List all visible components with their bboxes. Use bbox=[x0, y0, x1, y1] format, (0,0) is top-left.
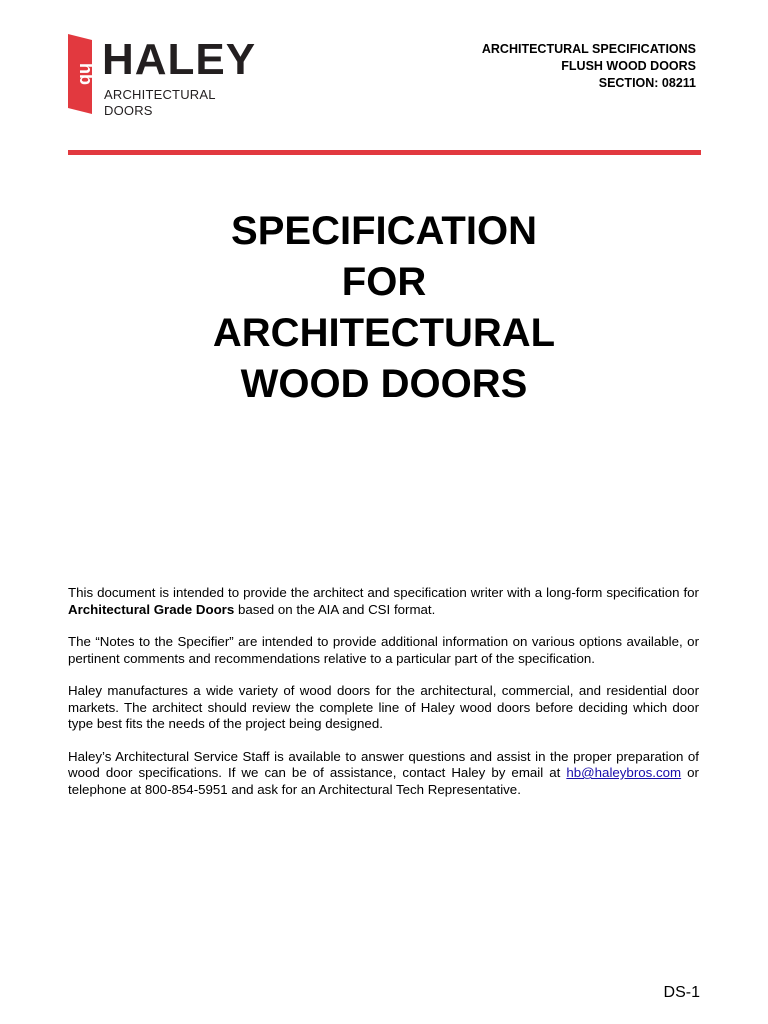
red-divider bbox=[68, 150, 701, 155]
notes-paragraph: The “Notes to the Specifier” are intended to provide additional information on various options available, or pertinent comments and recommendations relative to a particular part of the specification. bbox=[68, 634, 699, 666]
intro-text: This document is intended to provide the architect and specification writer with a long-form specification for bbox=[68, 585, 699, 600]
contact-paragraph bbox=[68, 749, 699, 799]
haley-logo bbox=[66, 30, 266, 118]
header-line-doors: FLUSH WOOD DOORS bbox=[561, 59, 696, 73]
products-paragraph: Haley manufactures a wide variety of wood doors for the architectural, commercial, and residential door markets. The architect should review the complete line of Haley wood doors before deciding which door type best fits the needs of the project being designed. bbox=[68, 683, 699, 731]
title-line-1: SPECIFICATION bbox=[231, 209, 537, 253]
door-grade-emphasis: Architectural Grade Doors bbox=[68, 601, 235, 617]
contact-text-end: or telephone at 800-854-5951 and ask for an Architectural Tech Representative. bbox=[68, 765, 699, 797]
document-title bbox=[0, 206, 768, 410]
body-text bbox=[68, 585, 699, 814]
header-line-section: SECTION: 08211 bbox=[598, 76, 696, 90]
page-number: DS-1 bbox=[663, 984, 700, 1001]
intro-paragraph bbox=[68, 585, 699, 618]
title-line-2: FOR bbox=[341, 260, 427, 304]
header-line-specifications: ARCHITECTURAL SPECIFICATIONS bbox=[481, 42, 696, 56]
logo-brand: HALEY bbox=[102, 35, 257, 84]
document-header bbox=[482, 41, 696, 92]
contact-text: Haley’s Architectural Service Staff is available to answer questions and assist in the proper preparation of wood door specifications. If we can be of assistance, contact Haley by email at bbox=[68, 748, 699, 780]
title-line-3: ARCHITECTURAL bbox=[212, 311, 556, 355]
email-link[interactable]: hb@haleybros.com bbox=[566, 765, 682, 780]
intro-text-end: based on the AIA and CSI format. bbox=[234, 601, 436, 617]
svg-text:hb: hb bbox=[76, 63, 96, 85]
logo-tagline: ARCHITECTURAL DOORS bbox=[104, 87, 216, 118]
hb-monogram-icon bbox=[66, 30, 96, 114]
title-line-4: WOOD DOORS bbox=[240, 362, 528, 406]
